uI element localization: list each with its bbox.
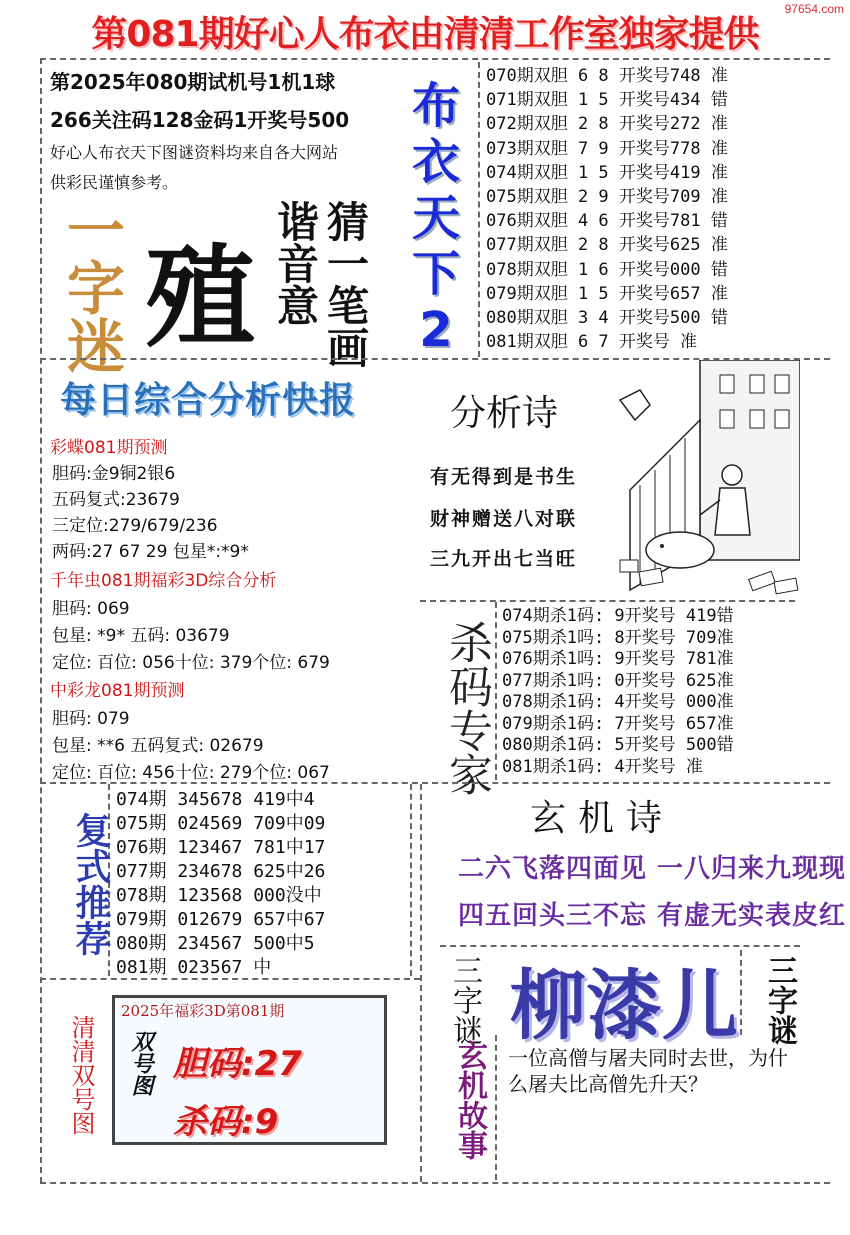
page-title: 第081期好心人布衣由清清工作室独家提供 [91, 14, 759, 55]
report-banner: 每日综合分析快报 [60, 380, 357, 421]
frame-top [40, 58, 830, 60]
result-row: 071期双胆 1 5 开奖号434 错 [486, 90, 728, 111]
card-label: 双号图 [128, 1030, 153, 1096]
kill-title: 杀码专家 [441, 620, 492, 796]
poem-title: 分析诗 [450, 393, 559, 434]
poem-line-3: 三九开出七当旺 [430, 548, 578, 570]
divider-kill-left [495, 602, 497, 780]
story-title: 玄机故事 [452, 1040, 487, 1160]
results-list [486, 64, 831, 354]
caidie-line-3: 三定位:279/679/236 [52, 516, 218, 536]
fushi-row: 077期 234678 625中26 [116, 861, 326, 882]
zhongcailong-line-2: 包星: **6 五码复式: 02679 [52, 736, 264, 756]
disclaimer-line-1: 好心人布衣天下图谜资料均来自各大网站 [50, 143, 339, 162]
qianniancong-line-1: 胆码: 069 [52, 599, 130, 619]
result-row: 077期双胆 2 8 开奖号625 准 [486, 235, 728, 256]
vertical-title-char: 天 [411, 190, 460, 246]
pig-farmer-illustration [600, 360, 800, 595]
kill-row: 074期杀1码: 9开奖号 419错 [502, 606, 734, 626]
divider-story [495, 1035, 497, 1180]
divider-2 [40, 782, 830, 784]
site-watermark: 97654.com [784, 2, 844, 16]
zhongcailong-heading: 中彩龙081期预测 [50, 681, 185, 701]
caidie-line-2: 五码复式:23679 [52, 490, 180, 510]
fushi-row: 080期 234567 500中5 [116, 933, 315, 954]
poem-line-2: 财神赠送八对联 [430, 508, 578, 530]
kill-row: 077期杀1吗: 0开奖号 625准 [502, 670, 734, 691]
story-text: 一位高僧与屠夫同时去世，为什么屠夫比高僧先升天？ [508, 1046, 788, 1096]
divider-3 [40, 978, 420, 980]
result-row: 074期双胆 1 5 开奖号419 准 [486, 162, 728, 183]
divider-three-word-right [740, 950, 742, 1035]
vertical-title-char: 下 [411, 246, 460, 302]
riddle-hint-1: 猜一笔画 [321, 200, 370, 368]
card-kill-code: 杀码:9 [173, 1102, 279, 1142]
vertical-title-char: 2 [419, 302, 453, 358]
divider-center [420, 784, 422, 1182]
xuanji-line-1: 二六飞落四面见 一八归来九现现 [458, 854, 847, 884]
kill-row: 076期杀1吗: 9开奖号 781准 [502, 649, 734, 669]
kill-row: 081期杀1码: 4开奖号 准 [502, 756, 703, 777]
vertical-title [408, 78, 464, 358]
divider-fushi-right [410, 784, 412, 976]
kill-row: 075期杀1吗: 8开奖号 709准 [502, 627, 734, 648]
shuanghao-title: 清清双号图 [67, 1015, 95, 1135]
trial-number-line: 第2025年080期试机号1机1球 [50, 70, 336, 94]
frame-left [40, 58, 42, 1183]
caidie-line-1: 胆码:金9铜2银6 [52, 464, 176, 484]
xuanji-title: 玄机诗 [530, 798, 675, 839]
frame-bottom [40, 1182, 830, 1184]
kill-list [502, 606, 734, 778]
fushi-row: 076期 123467 781中17 [116, 837, 326, 858]
card-dan-code: 胆码:27 [173, 1044, 302, 1084]
qianniancong-line-3: 定位: 百位: 056十位: 379个位: 679 [52, 653, 330, 673]
kill-row: 078期杀1码: 4开奖号 000准 [502, 692, 734, 712]
disclaimer-line-2: 供彩民谨慎参考。 [50, 173, 179, 192]
fushi-title: 复式推荐 [70, 812, 111, 956]
focus-code-line: 266关注码128金码1开奖号500 [50, 108, 350, 132]
fushi-row: 078期 123568 000没中 [116, 885, 322, 906]
riddle-character: 殖 [145, 233, 255, 362]
vertical-title-char: 衣 [411, 134, 460, 190]
caidie-heading: 彩蝶081期预测 [50, 438, 168, 458]
fushi-row: 081期 023567 中 [116, 957, 272, 978]
zhongcailong-line-1: 胆码: 079 [52, 709, 130, 729]
poem-line-1: 有无得到是书生 [430, 466, 578, 488]
result-row: 075期双胆 2 9 开奖号709 准 [486, 187, 728, 208]
result-row: 072期双胆 2 8 开奖号272 准 [486, 114, 728, 135]
caidie-line-4: 两码:27 67 29 包星*:*9* [52, 542, 249, 562]
result-row: 081期双胆 6 7 开奖号 准 [486, 332, 698, 353]
fushi-list [116, 788, 325, 980]
qianniancong-line-2: 包星: *9* 五码: 03679 [52, 626, 230, 646]
card-year: 2025年福彩3D第081期 [121, 1002, 285, 1020]
results-divider [478, 62, 480, 357]
three-word-label-right: 三字谜 [762, 955, 797, 1045]
result-row: 079期双胆 1 5 开奖号657 准 [486, 283, 728, 304]
three-word-riddle: 柳漆儿 [510, 961, 738, 1050]
vertical-title-char: 布 [411, 78, 460, 134]
xuanji-line-2: 四五回头三不忘 有虚无实表皮红 [458, 901, 847, 931]
zhongcailong-line-3: 定位: 百位: 456十位: 279个位: 067 [52, 763, 330, 783]
fushi-row: 074期 345678 419中4 [116, 789, 315, 810]
result-row: 073期双胆 7 9 开奖号778 准 [486, 138, 728, 159]
qianniancong-heading: 千年虫081期福彩3D综合分析 [50, 571, 277, 591]
double-code-card [112, 995, 387, 1145]
divider-kill-top [420, 600, 795, 602]
result-row: 078期双胆 1 6 开奖号000 错 [486, 259, 728, 280]
kill-row: 079期杀1码: 7开奖号 657准 [502, 713, 734, 734]
kill-row: 080期杀1码: 5开奖号 500错 [502, 735, 734, 755]
result-row: 080期双胆 3 4 开奖号500 错 [486, 308, 728, 329]
result-row: 076期双胆 4 6 开奖号781 错 [486, 211, 728, 232]
result-row: 070期双胆 6 8 开奖号748 准 [486, 66, 728, 86]
riddle-hint-2: 谐音意 [271, 200, 320, 326]
fushi-row: 079期 012679 657中67 [116, 909, 326, 930]
riddle-label: 一字迷 [57, 200, 125, 374]
three-word-label-left: 三字谜 [447, 955, 482, 1045]
fushi-row: 075期 024569 709中09 [116, 813, 326, 834]
